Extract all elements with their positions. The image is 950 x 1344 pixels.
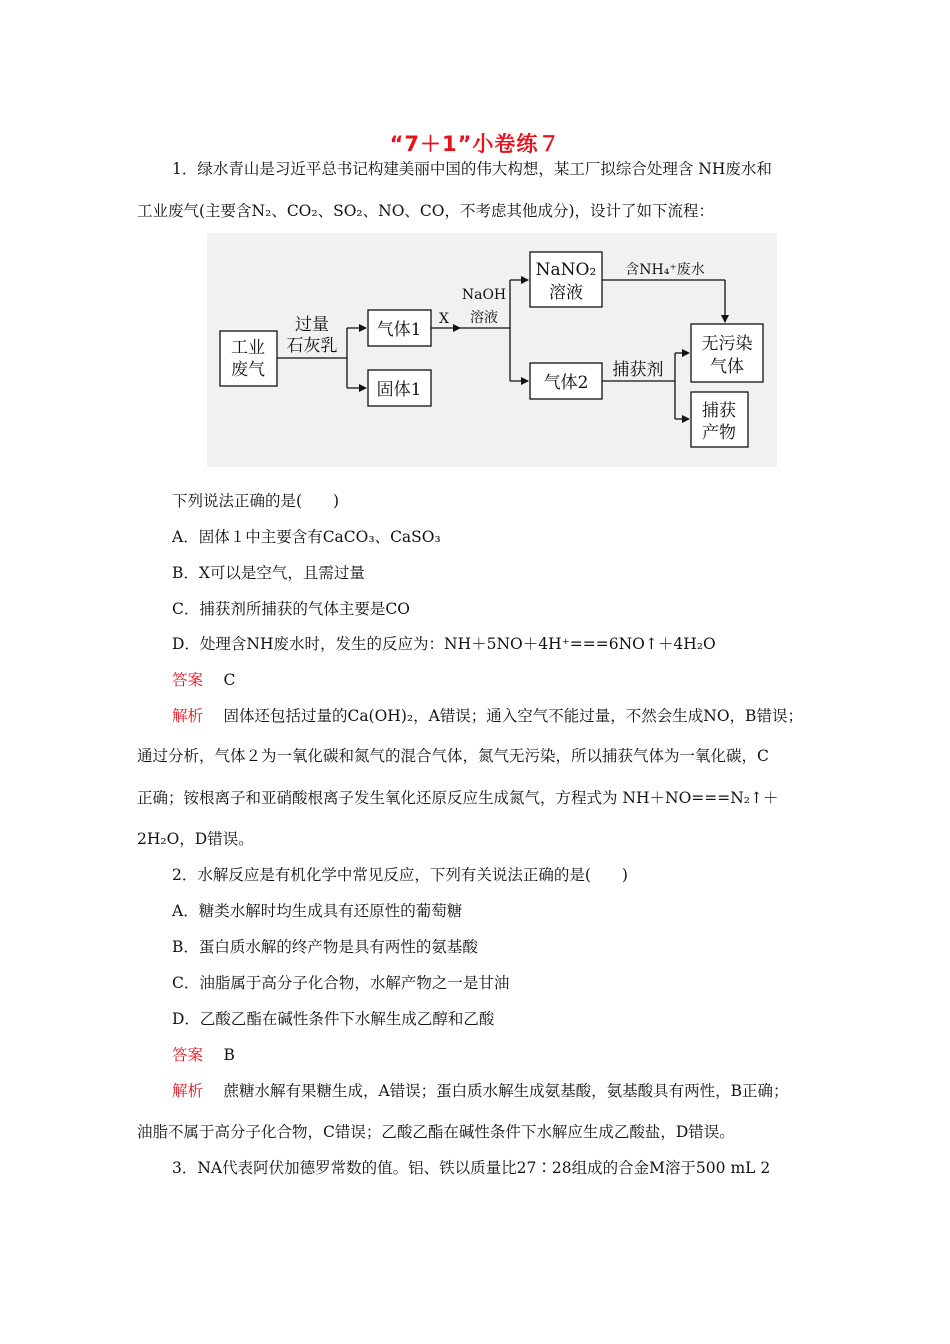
answer-label: 答案 [172, 671, 204, 689]
q1-analysis-line-3: 正确；铵根离子和亚硝酸根离子发生氧化还原反应生成氮气，方程式为 NH＋NO===N₂↑＋ [137, 789, 779, 807]
clean-gas-label-2: 气体 [710, 357, 744, 377]
q1-option-d: D．处理含NH废水时，发生的反应为：NH＋5NO＋4H⁺===6NO↑＋4H₂O [172, 635, 716, 653]
q2-stem: 2．水解反应是有机化学中常见反应，下列有关说法正确的是( ) [172, 866, 628, 884]
q1-stem-line-2: 工业废气(主要含N₂、CO₂、SO₂、NO、CO，不考虑其他成分)，设计了如下流程： [137, 202, 715, 220]
q1-option-a: A．固体１中主要含有CaCO₃、CaSO₃ [172, 528, 441, 546]
process-flow-diagram [207, 233, 777, 467]
gas1-label: 气体1 [376, 320, 422, 340]
q2-option-b: B．蛋白质水解的终产物是具有两性的氨基酸 [172, 938, 478, 956]
q1-analysis-line-1 [172, 706, 803, 726]
gas2-label: 气体2 [543, 373, 589, 393]
answer-value: B [223, 1046, 235, 1064]
lime-label-2: 石灰乳 [286, 336, 338, 356]
q1-analysis-line-2: 通过分析，气体２为一氧化碳和氮气的混合气体，氮气无污染，所以捕获气体为一氧化碳，C [137, 747, 769, 765]
answer-value: C [223, 671, 236, 689]
analysis-label: 解析 [172, 1082, 204, 1100]
q1-option-b: B．X可以是空气，且需过量 [172, 564, 365, 582]
q2-analysis-line-2: 油脂不属于高分子化合物，C错误；乙酸乙酯在碱性条件下水解应生成乙酸盐，D错误。 [137, 1123, 735, 1141]
q1-analysis-line-4: 2H₂O，D错误。 [137, 830, 254, 848]
analysis-text: 固体还包括过量的Ca(OH)₂，A错误；通入空气不能过量，不然会生成NO，B错误； [223, 707, 803, 725]
q1-answer [172, 670, 235, 690]
analysis-text: 蔗糖水解有果糖生成，A错误；蛋白质水解生成氨基酸，氨基酸具有两性，B正确； [223, 1082, 789, 1100]
industrial-gas-label-2: 废气 [231, 360, 265, 380]
nano2-label-1: NaNO₂ [535, 260, 597, 280]
naoh-label-1: NaOH [461, 287, 507, 303]
analysis-label: 解析 [172, 707, 204, 725]
q1-option-c: C．捕获剂所捕获的气体主要是CO [172, 600, 410, 618]
capture-product-label-1: 捕获 [702, 401, 736, 421]
clean-gas-label-1: 无污染 [701, 334, 753, 354]
solid1-label: 固体1 [376, 380, 422, 400]
nano2-label-2: 溶液 [549, 283, 583, 303]
q2-option-a: A．糖类水解时均生成具有还原性的葡萄糖 [172, 902, 463, 920]
capture-agent-label: 捕获剂 [612, 360, 664, 380]
q1-stem-line-1: 1．绿水青山是习近平总书记构建美丽中国的伟大构想，某工厂拟综合处理含 NH废水和 [172, 160, 772, 178]
naoh-label-2: 溶液 [470, 310, 498, 326]
q2-analysis-line-1 [172, 1081, 789, 1101]
q2-option-d: D．乙酸乙酯在碱性条件下水解生成乙醇和乙酸 [172, 1010, 495, 1028]
q2-option-c: C．油脂属于高分子化合物，水解产物之一是甘油 [172, 974, 510, 992]
q2-answer [172, 1045, 235, 1065]
answer-label: 答案 [172, 1046, 204, 1064]
q3-stem: 3．NA代表阿伏加德罗常数的值。铝、铁以质量比27∶28组成的合金M溶于500 mL 2 [172, 1159, 771, 1177]
page-title: “7＋1”小卷练７ [389, 132, 561, 156]
q1-question: 下列说法正确的是( ) [172, 492, 340, 510]
lime-label-1: 过量 [295, 315, 329, 335]
ammonium-waste-label: 含NH₄⁺废水 [625, 262, 705, 278]
x-label: X [439, 311, 449, 327]
industrial-gas-label-1: 工业 [231, 338, 265, 358]
capture-product-label-2: 产物 [702, 423, 736, 443]
